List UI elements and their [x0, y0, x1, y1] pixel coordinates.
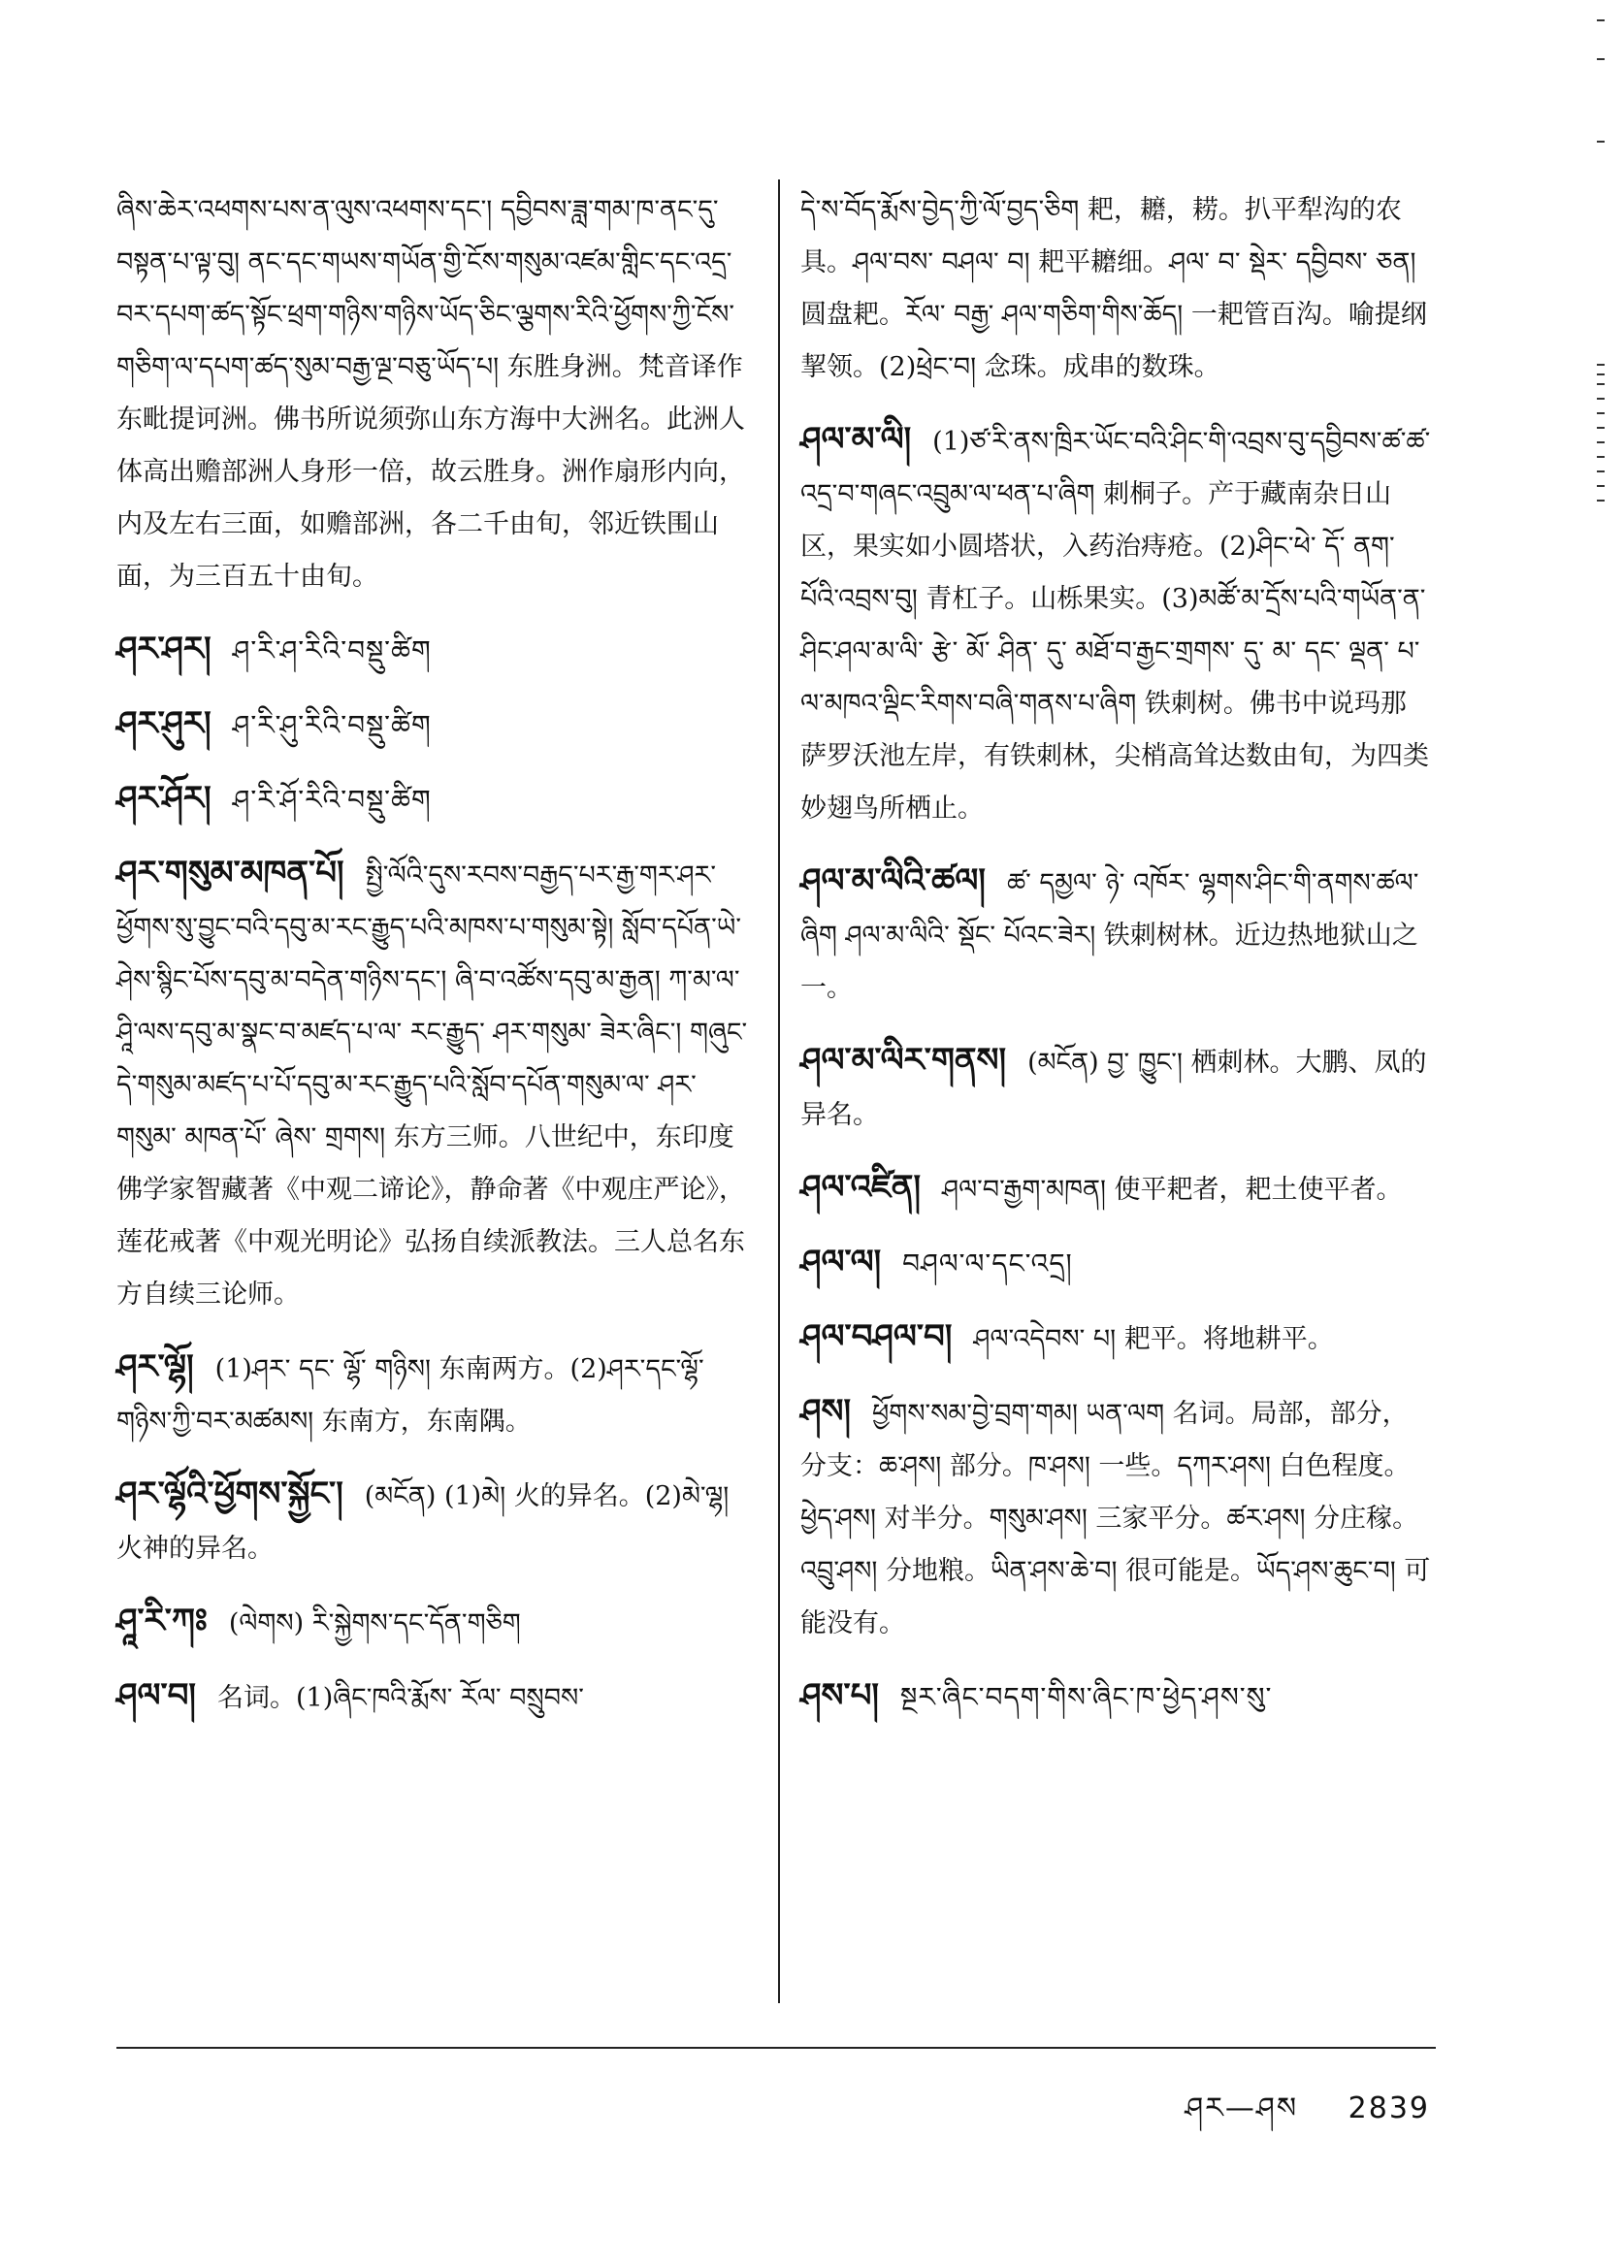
entry — [116, 772, 752, 827]
entry — [800, 855, 1431, 1015]
margin-tick — [1597, 19, 1605, 21]
headword: ཤལ་བ། — [116, 1676, 196, 1715]
entry-text: བཤལ་ལ་དང་འདྲ། — [902, 1247, 1073, 1280]
margin-tick — [1597, 427, 1605, 429]
entry-continuation — [116, 184, 752, 603]
entry — [116, 1595, 752, 1650]
headword: ཤར་ལྷོ། — [116, 1347, 194, 1386]
headword-range: ཤར—ཤས — [1185, 2091, 1299, 2125]
entry-text: སྔར་ཞིང་བདག་གིས་ཞིང་ཁ་ཕྱེད་ཤས་སུ་ — [899, 1681, 1273, 1713]
margin-tick — [1597, 500, 1605, 502]
headword: ཤལ་མ་ལིར་གནས། — [800, 1041, 1007, 1080]
entry-text: (ལེགས) རི་སྐྱེགས་དང་དོན་གཅིག — [228, 1608, 521, 1638]
entry — [800, 1161, 1431, 1216]
entry-text: དེ་ས་བོད་རྨོས་བྱེད་ཀྱི་ལོ་བྱད་ཅིག 耙，耱，耢。扒平犁沟的农具。ཤལ་བས་ བཤལ་ བ། 耙平耱细。ཤལ་ བ་ སྡེར་ དབྱིབས་ ཅན། 圆盘耙。རོལ་ བརྒྱ་ ཤལ་གཅིག་གིས་ཆོད། 一耙管百沟。喻提纲挈领。(2)ཕྲེང་བ། 念珠。成串的数珠。 — [800, 195, 1427, 382]
entry-text: 名词。(1)ཞིང་ཁའི་རྨོས་ རོལ་ བསྲུབས་ — [216, 1683, 584, 1713]
entry — [116, 697, 752, 753]
entry — [116, 847, 752, 1321]
headword: ཤལ་མ་ལི། — [800, 420, 912, 459]
headword: ཤར་ཤོར། — [116, 779, 211, 818]
entry-text: ཤ་རི་ཤ་རིའི་བསྡུ་ཚིག — [232, 634, 432, 666]
entry-text: སྤྱི་ལོའི་དུས་རབས་བརྒྱད་པར་རྒྱ་གར་ཤར་ཕྱོགས་སུ་བྱུང་བའི་དབུ་མ་རང་རྒྱུད་པའི་མཁས་པ་གསུམ་སྟེ། སློབ་དཔོན་ཡེ་ཤེས་སྙིང་པོས་དབུ་མ་བདེན་གཉིས་དང་། ཞི་བ་འཚོས་དབུ་མ་རྒྱན། ཀ་མ་ལ་ཤཱི་ལས་དབུ་མ་སྣང་བ་མཛད་པ་ལ་ རང་རྒྱུད་ ཤར་གསུམ་ ཟེར་ཞིང་། གཞུང་དེ་གསུམ་མཛད་པ་པོ་དབུ་མ་རང་རྒྱུད་པའི་སློབ་དཔོན་གསུམ་ལ་ ཤར་ གསུམ་ མཁན་པོ་ ཞེས་ གྲགས། 东方三师。八世纪中，东印度佛学家智藏著《中观二谛论》，静命著《中观庄严论》，莲花戒著《中观光明论》弘扬自续派教法。三人总名东方自续三论师。 — [116, 860, 748, 1310]
entry-text: ཤ་རི་ཤུ་རིའི་བསྡུ་ཚིག — [232, 709, 432, 741]
margin-tick — [1597, 412, 1605, 414]
entry — [800, 1669, 1431, 1725]
margin-tick — [1597, 58, 1605, 60]
entry-text: ཞིས་ཆེར་འཕགས་པས་ན་ལུས་འཕགས་དང་། དབྱིབས་ཟླ་གམ་ཁ་ནང་དུ་བསྟན་པ་ལྟ་བུ། ནང་དང་གཡས་གཡོན་གྱི་ངོས་གསུམ་འཛམ་གླིང་དང་འདྲ་བར་དཔག་ཚད་སྟོང་ཕྲག་གཉིས་གཉིས་ཡོད་ཅིང་ལྕགས་རིའི་ཕྱོགས་ཀྱི་ངོས་གཅིག་ལ་དཔག་ཚད་སུམ་བརྒྱ་ལྔ་བཅུ་ཡོད་པ། 东胜身洲。梵音译作东毗提诃洲。佛书所说须弥山东方海中大洲名。此洲人体高出赡部洲人身形一倍，故云胜身。洲作扇形内向，内及左右三面，如赡部洲，各二千由旬，邻近铁围山面，为三百五十由旬。 — [116, 195, 745, 592]
headword: ཤལ་བཤལ་བ། — [800, 1317, 953, 1356]
headword: ཤར་གསུམ་མཁན་པོ། — [116, 854, 344, 892]
entry-continuation — [800, 184, 1431, 394]
entry — [116, 1341, 752, 1448]
entry — [116, 1669, 752, 1725]
headword: ཤལ་འཛིན། — [800, 1168, 921, 1207]
margin-tick — [1597, 470, 1605, 472]
entry-text: (མངོན) (1)མེ། 火的异名。(2)མེ་ལྷ། 火神的异名。 — [116, 1481, 730, 1564]
footer-rule — [116, 2047, 1436, 2049]
entry-text: ཚ་ དམྱལ་ ཉེ་ འཁོར་ ལྷགས་ཤིང་གི་ནགས་ཚལ་ཞིག ཤལ་མ་ལིའི་ སྡོང་ པོའང་ཟེར། 铁刺树林。近边热地狱山之一。 — [800, 868, 1419, 1003]
margin-tick — [1597, 364, 1605, 366]
headword: ཤར་ཤར། — [116, 630, 211, 668]
column-divider — [778, 179, 780, 2003]
headword: ཤར་ལྷོའི་ཕྱོགས་སྐྱོང་། — [116, 1474, 343, 1513]
headword: ཤལ་མ་ལིའི་ཚལ། — [800, 861, 986, 900]
headword: ཤཱ་རི་ཀཿ — [116, 1602, 208, 1640]
left-column — [116, 184, 752, 1744]
right-column — [800, 184, 1431, 1744]
margin-tick — [1597, 373, 1605, 375]
margin-tick — [1597, 485, 1605, 487]
entry-text: ཤལ་བ་རྒྱག་མཁན། 使平耙者，耙土使平者。 — [942, 1175, 1403, 1205]
page-number: 2839 — [1348, 2091, 1430, 2125]
entry — [800, 1236, 1431, 1291]
margin-tick — [1597, 398, 1605, 400]
entry — [116, 1468, 752, 1575]
entry — [800, 413, 1431, 835]
headword: ཤལ་ལ། — [800, 1243, 882, 1281]
entry-text: ཤལ་འདེབས་ པ། 耙平。将地耕平。 — [973, 1324, 1334, 1354]
margin-tick — [1597, 141, 1605, 143]
page-footer — [1185, 2076, 1430, 2157]
margin-tick — [1597, 456, 1605, 458]
margin-tick — [1597, 441, 1605, 443]
entry-text: (1)ཤར་ དང་ ལྷོ་ གཉིས། 东南两方。(2)ཤར་དང་ལྷོ་གཉིས་ཀྱི་བར་མཚམས། 东南方，东南隅。 — [116, 1354, 704, 1437]
headword: ཤར་ཤུར། — [116, 704, 211, 743]
margin-marks — [1597, 0, 1605, 2268]
headword: ཤས་པ། — [800, 1676, 879, 1715]
entry — [116, 623, 752, 678]
entry — [800, 1034, 1431, 1142]
entry-text: (1)ཙ་རི་ནས་ཁྲིར་ཡོང་བའི་ཤིང་གི་འབྲས་བུ་དབྱིབས་ཚ་ཚ་འདྲ་བ་གཞང་འབྲུམ་ལ་ཕན་པ་ཞིག 刺桐子。产于藏南杂日山区，果实如小圆塔状，入药治痔疮。(2)ཤིང་ཕེ་ དོ་ ནག་པོའི་འབྲས་བུ། 青杠子。山栎果实。(3)མཚོ་མ་དྲོས་པའི་གཡོན་ན་ཤིང་ཤལ་མ་ལི་ རྩེ་ མོ་ ཤིན་ དུ་ མཐོ་བ་རྒྱང་གྲགས་ དུ་ མ་ དང་ ལྡན་ པ་ལ་མཁའ་ལྡིང་རིགས་བཞི་གནས་པ་ཞིག 铁刺树。佛书中说玛那萨罗沃池左岸，有铁刺林，尖梢高耸达数由旬，为四类妙翅鸟所栖止。 — [800, 427, 1431, 824]
entry — [800, 1311, 1431, 1366]
entry-text: ཕྱོགས་སམ་བྱེ་བྲག་གམ། ཡན་ལག 名词。局部，部分，分支：ཆ་ཤས། 部分。ཁ་ཤས། 一些。དཀར་ཤས། 白色程度。ཕྱེད་ཤས། 对半分。གསུམ་ཤས། 三家平分。ཚར་ཤས། 分庄稼。འབྲུ་ཤས། 分地粮。ཡིན་ཤས་ཆེ་བ། 很可能是。ཡོད་ཤས་ཆུང་བ། 可能没有。 — [800, 1399, 1431, 1638]
margin-tick — [1597, 383, 1605, 385]
entry — [800, 1385, 1431, 1650]
entry-text: (མངོན) བྱ་ ཁྱུང་། 栖刺林。大鹏、凤的异名。 — [800, 1048, 1427, 1130]
headword: ཤས། — [800, 1392, 851, 1431]
entry-text: ཤ་རི་ཤོ་རིའི་བསྡུ་ཚིག — [232, 784, 432, 816]
